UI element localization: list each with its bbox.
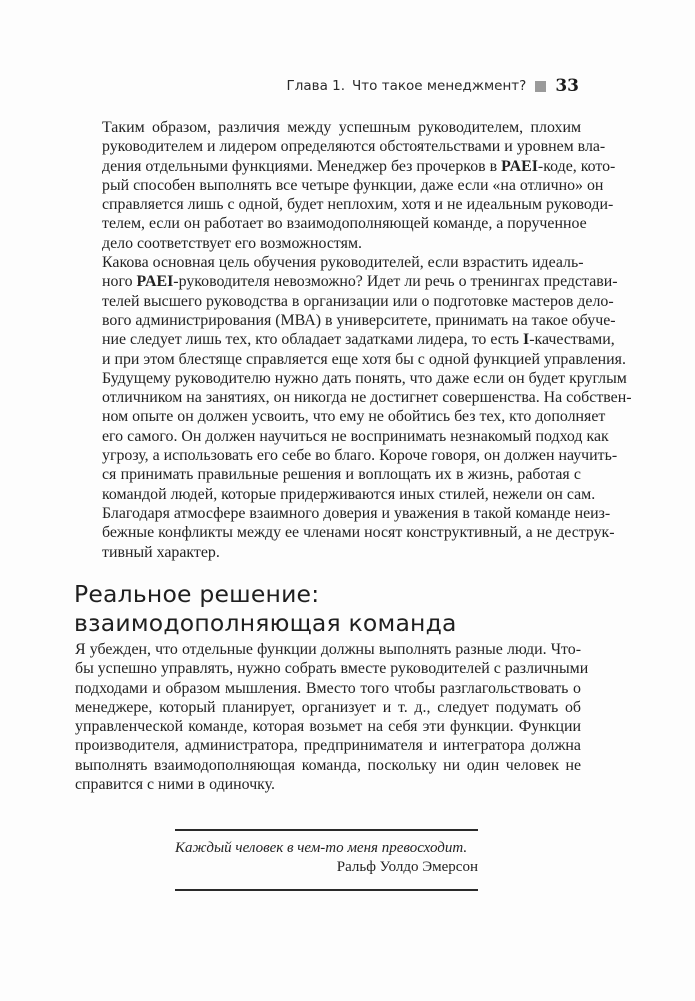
epigraph-author: Ральф Уолдо Эмерсон: [336, 859, 478, 875]
section-heading-line-1: Реальное решение:: [74, 580, 320, 608]
chapter-label: Глава 1.: [286, 78, 346, 94]
text-line: ного PAEI-руководителя невозможно? Идет ли речь о тренингах представи-: [102, 273, 618, 291]
text-line: ние следует лишь тех, кто обладает задатками лидера, то есть I-качествами,: [102, 331, 615, 349]
text-line: бы успешно управлять, нужно собрать вместе руководителей с различными: [75, 660, 589, 678]
text-line: угрозу, а использовать его себе во благо. Короче говоря, он должен научить-: [102, 447, 618, 465]
text-line: справится с ними в одиночку.: [75, 776, 276, 794]
epigraph-quote: Каждый человек в чем-то меня превосходит.: [175, 840, 468, 856]
bold-term: PAEI: [501, 157, 538, 175]
text-line: вого администрирования (МВА) в университете, принимать на такое обуче-: [102, 311, 616, 329]
section-heading: [74, 580, 457, 638]
text-line: справляется лишь с одной, будет неплохим, хотя и не идеальным руководи-: [102, 196, 614, 214]
text-line: телем, если он работает во взаимодополняющей команде, а порученное: [102, 215, 587, 233]
text-line: бежные конфликты между ее членами носят конструктивный, а не деструк-: [102, 524, 615, 542]
text-line: выполнять взаимодополняющая команда, поскольку ни один человек не: [75, 756, 581, 774]
bold-term: PAEI: [136, 273, 174, 291]
text-line: рый способен выполнять все четыре функции, даже если «на отлично» он: [102, 176, 604, 194]
text-line: дения отдельными функциями. Менеджер без прочерков в PAEI-коде, кото-: [102, 157, 616, 175]
paragraph: [75, 253, 632, 562]
body-text-section-1: [75, 118, 632, 562]
paragraph: [75, 640, 589, 794]
text-line: командой людей, которые придерживаются иных стилей, нежели он сам.: [102, 485, 596, 503]
body-text-section-2: [75, 640, 589, 794]
running-head: [287, 74, 580, 98]
text-line: ном опыте он должен усвоить, что ему не обойтись без тех, кто дополняет: [102, 408, 606, 426]
text-line: Я убежден, что отдельные функции должны выполнять разные люди. Что-: [75, 641, 581, 658]
text-line: Будущему руководителю нужно дать понять, что даже если он будет круглым: [102, 369, 627, 387]
chapter-title: Что такое менеджмент?: [352, 78, 527, 94]
text-line: менеджере, который планирует, организует и т. д., следует подумать об: [75, 698, 581, 716]
text-line: отличником на занятиях, он никогда не достигнет совершенства. На собствен-: [102, 389, 632, 407]
text-line: Таким образом, различия между успешным руководителем, плохим: [102, 119, 581, 136]
paragraph: [75, 118, 616, 253]
page-number: 33: [555, 76, 579, 96]
text-line: производителя, администратора, предпринимателя и интегратора должна: [75, 737, 581, 755]
epigraph: [175, 829, 478, 891]
epigraph-bottom-rule: [175, 889, 478, 891]
text-line: тивный характер.: [102, 543, 220, 561]
text-line: и при этом блестяще справляется еще хотя бы с одной функцией управления.: [102, 350, 626, 368]
text-line: руководителем и лидером определяются обстоятельствами и уровнем вла-: [102, 138, 606, 156]
text-line: ся принимать правильные решения и воплощать их в жизнь, работая с: [102, 466, 581, 484]
section-heading-line-2: взаимодополняющая команда: [74, 609, 457, 637]
text-line: телей высшего руководства в организации или о подготовке мастеров дело-: [102, 292, 614, 310]
text-line: подходами и образом мышления. Вместо того чтобы разглагольствовать о: [75, 679, 581, 697]
text-line: управленческой команде, которая возьмет на себя эти функции. Функции: [75, 718, 581, 736]
text-line: Какова основная цель обучения руководителей, если взрастить идеаль-: [102, 254, 584, 272]
text-line: его самого. Он должен научиться не воспринимать незнакомый подход как: [102, 427, 609, 445]
epigraph-top-rule: [175, 829, 478, 831]
bold-term: I: [523, 331, 530, 349]
text-line: дело соответствует его возможностям.: [102, 234, 362, 252]
square-separator-icon: [535, 81, 546, 92]
text-line: Благодаря атмосфере взаимного доверия и уважения в такой команде неиз-: [102, 504, 611, 522]
